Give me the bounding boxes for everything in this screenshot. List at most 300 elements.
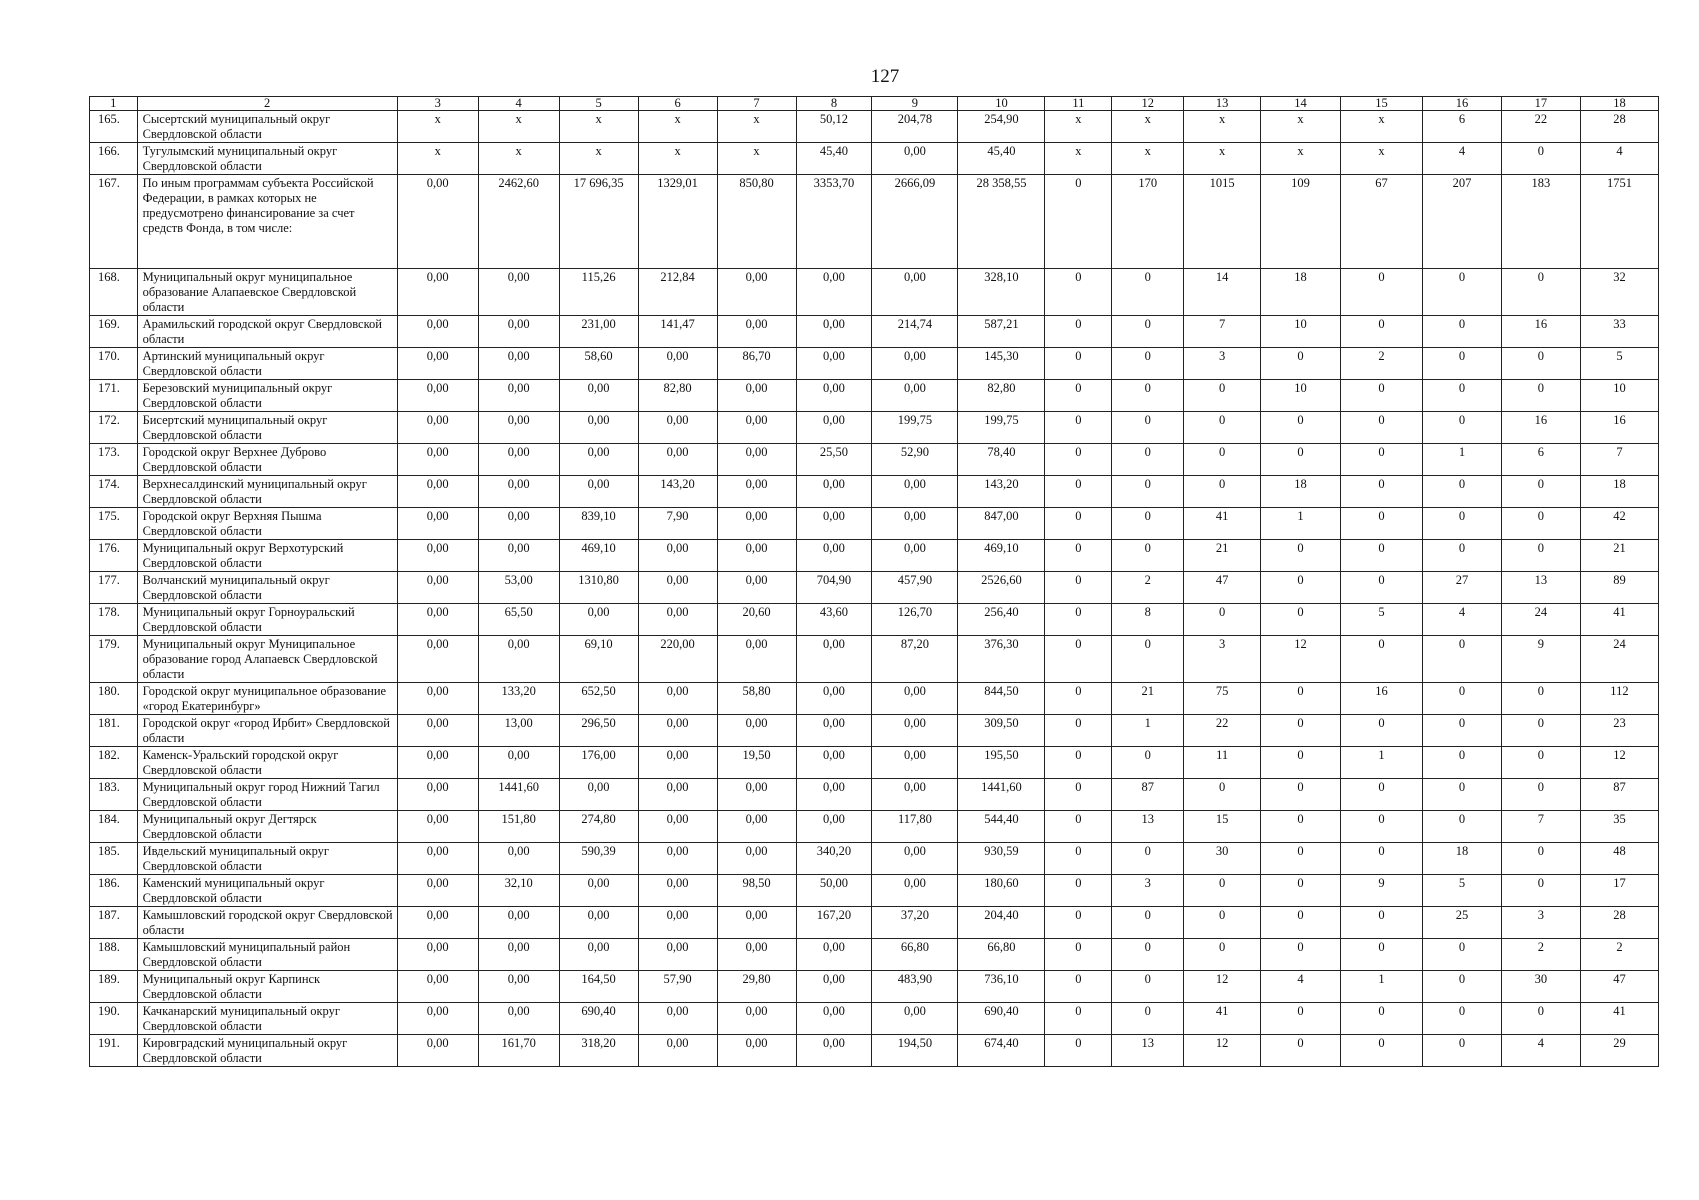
table-cell: 0,00 <box>717 939 796 971</box>
table-cell: 0 <box>1261 1035 1341 1067</box>
table-cell: 0 <box>1112 316 1184 348</box>
table-cell: 0 <box>1423 1003 1502 1035</box>
table-cell: 167,20 <box>796 907 872 939</box>
table-row <box>90 843 1659 875</box>
table-cell: 0,00 <box>638 907 717 939</box>
row-number: 168. <box>90 269 138 316</box>
table-cell: 0 <box>1341 540 1423 572</box>
table-cell: х <box>1184 111 1261 143</box>
table-cell: 0,00 <box>717 316 796 348</box>
table-cell: 0,00 <box>559 380 638 412</box>
table-cell: 7 <box>1501 811 1580 843</box>
table-cell: 2 <box>1501 939 1580 971</box>
table-cell: х <box>559 143 638 175</box>
table-cell: 1751 <box>1580 175 1658 269</box>
table-cell: 75 <box>1184 683 1261 715</box>
table-cell: 0 <box>1261 572 1341 604</box>
table-cell: 0 <box>1045 1003 1112 1035</box>
table-cell: 117,80 <box>872 811 958 843</box>
table-cell: 69,10 <box>559 636 638 683</box>
table-cell: 0 <box>1341 508 1423 540</box>
table-cell: 33 <box>1580 316 1658 348</box>
table-row <box>90 508 1659 540</box>
column-number: 15 <box>1341 97 1423 111</box>
table-cell: 0 <box>1045 747 1112 779</box>
table-cell: 0,00 <box>397 540 478 572</box>
table-cell: 0 <box>1045 811 1112 843</box>
table-cell: 0,00 <box>478 939 559 971</box>
table-cell: 7 <box>1580 444 1658 476</box>
table-cell: х <box>638 143 717 175</box>
table-cell: 0 <box>1341 843 1423 875</box>
table-cell: 328,10 <box>958 269 1045 316</box>
table-cell: 0 <box>1341 939 1423 971</box>
table-cell: 0 <box>1045 971 1112 1003</box>
row-name: Городской округ «город Ирбит» Свердловской области <box>137 715 397 747</box>
table-cell: 0,00 <box>478 636 559 683</box>
table-cell: 42 <box>1580 508 1658 540</box>
table-row <box>90 380 1659 412</box>
table-cell: 0,00 <box>638 1003 717 1035</box>
table-cell: 0 <box>1045 316 1112 348</box>
row-number: 175. <box>90 508 138 540</box>
table-cell: 29,80 <box>717 971 796 1003</box>
row-name: Березовский муниципальный округ Свердловской области <box>137 380 397 412</box>
row-number: 166. <box>90 143 138 175</box>
table-cell: 0 <box>1045 715 1112 747</box>
table-cell: 58,80 <box>717 683 796 715</box>
table-cell: 0 <box>1341 572 1423 604</box>
table-cell: 590,39 <box>559 843 638 875</box>
row-name: Муниципальный округ Карпинск Свердловской области <box>137 971 397 1003</box>
row-number: 180. <box>90 683 138 715</box>
row-name: Камышловский городской округ Свердловской области <box>137 907 397 939</box>
table-cell: 0,00 <box>872 875 958 907</box>
table-cell: 0,00 <box>796 269 872 316</box>
table-cell: 0 <box>1261 444 1341 476</box>
table-cell: 11 <box>1184 747 1261 779</box>
table-cell: 0,00 <box>397 636 478 683</box>
table-cell: х <box>717 143 796 175</box>
row-number: 184. <box>90 811 138 843</box>
table-cell: 0,00 <box>796 779 872 811</box>
table-cell: 0,00 <box>397 175 478 269</box>
row-name: Арамильский городской округ Свердловской области <box>137 316 397 348</box>
table-cell: 0 <box>1045 875 1112 907</box>
table-cell: 19,50 <box>717 747 796 779</box>
row-name: Каменск-Уральский городской округ Свердловской области <box>137 747 397 779</box>
table-cell: 18 <box>1423 843 1502 875</box>
table-cell: 0,00 <box>397 380 478 412</box>
column-number: 5 <box>559 97 638 111</box>
table-cell: 18 <box>1261 476 1341 508</box>
table-cell: 0,00 <box>872 779 958 811</box>
table-cell: 1 <box>1341 971 1423 1003</box>
table-cell: 214,74 <box>872 316 958 348</box>
table-cell: 2 <box>1341 348 1423 380</box>
row-number: 176. <box>90 540 138 572</box>
table-cell: х <box>397 111 478 143</box>
table-cell: 16 <box>1580 412 1658 444</box>
row-name: Муниципальный округ муниципальное образование Алапаевское Свердловской области <box>137 269 397 316</box>
row-name: Муниципальный округ Дегтярск Свердловской области <box>137 811 397 843</box>
table-cell: 23 <box>1580 715 1658 747</box>
table-cell: 86,70 <box>717 348 796 380</box>
row-number: 181. <box>90 715 138 747</box>
table-cell: 0,00 <box>638 572 717 604</box>
table-cell: 35 <box>1580 811 1658 843</box>
table-cell: 0,00 <box>559 875 638 907</box>
table-cell: 204,78 <box>872 111 958 143</box>
table-cell: 847,00 <box>958 508 1045 540</box>
table-cell: 164,50 <box>559 971 638 1003</box>
table-cell: 0,00 <box>478 540 559 572</box>
row-number: 190. <box>90 1003 138 1035</box>
row-name: Городской округ Верхнее Дуброво Свердловской области <box>137 444 397 476</box>
table-cell: 1 <box>1341 747 1423 779</box>
table-cell: 704,90 <box>796 572 872 604</box>
table-cell: 0,00 <box>796 380 872 412</box>
table-cell: 0 <box>1501 348 1580 380</box>
column-number: 14 <box>1261 97 1341 111</box>
row-number: 191. <box>90 1035 138 1067</box>
table-cell: 0 <box>1184 939 1261 971</box>
table-cell: 65,50 <box>478 604 559 636</box>
table-cell: 0 <box>1184 444 1261 476</box>
table-cell: 0,00 <box>397 572 478 604</box>
table-cell: 0 <box>1112 412 1184 444</box>
table-cell: 690,40 <box>958 1003 1045 1035</box>
table-cell: 143,20 <box>638 476 717 508</box>
table-cell: 0,00 <box>717 412 796 444</box>
column-number: 3 <box>397 97 478 111</box>
table-cell: 25 <box>1423 907 1502 939</box>
table-cell: 0 <box>1341 636 1423 683</box>
table-cell: 0,00 <box>872 683 958 715</box>
table-row <box>90 683 1659 715</box>
column-number: 13 <box>1184 97 1261 111</box>
table-cell: 0 <box>1112 971 1184 1003</box>
table-cell: 0 <box>1112 907 1184 939</box>
table-row <box>90 316 1659 348</box>
table-row <box>90 269 1659 316</box>
table-cell: 0 <box>1423 939 1502 971</box>
table-row <box>90 348 1659 380</box>
table-cell: 0,00 <box>872 380 958 412</box>
table-cell: 0 <box>1423 316 1502 348</box>
table-cell: 0 <box>1423 508 1502 540</box>
table-cell: 0 <box>1112 508 1184 540</box>
table-cell: 30 <box>1184 843 1261 875</box>
table-cell: 3 <box>1501 907 1580 939</box>
table-cell: 5 <box>1341 604 1423 636</box>
table-cell: 98,50 <box>717 875 796 907</box>
table-cell: 0,00 <box>397 508 478 540</box>
table-cell: 195,50 <box>958 747 1045 779</box>
table-cell: 1015 <box>1184 175 1261 269</box>
table-cell: 0 <box>1501 540 1580 572</box>
table-cell: 0,00 <box>638 843 717 875</box>
table-cell: 340,20 <box>796 843 872 875</box>
table-cell: 12 <box>1184 971 1261 1003</box>
table-cell: 4 <box>1501 1035 1580 1067</box>
table-cell: 4 <box>1423 604 1502 636</box>
table-cell: 0 <box>1423 476 1502 508</box>
table-cell: 0,00 <box>638 444 717 476</box>
table-cell: 0,00 <box>717 1035 796 1067</box>
table-row <box>90 540 1659 572</box>
table-cell: 844,50 <box>958 683 1045 715</box>
table-cell: 0 <box>1423 779 1502 811</box>
table-cell: 0,00 <box>796 683 872 715</box>
row-name: Бисертский муниципальный округ Свердловской области <box>137 412 397 444</box>
table-cell: 0 <box>1341 1035 1423 1067</box>
table-cell: 1310,80 <box>559 572 638 604</box>
table-cell: 58,60 <box>559 348 638 380</box>
row-name: Каменский муниципальный округ Свердловской области <box>137 875 397 907</box>
table-cell: 0 <box>1501 875 1580 907</box>
column-number: 10 <box>958 97 1045 111</box>
table-cell: 309,50 <box>958 715 1045 747</box>
table-cell: х <box>478 111 559 143</box>
table-cell: 109 <box>1261 175 1341 269</box>
table-cell: 0 <box>1261 1003 1341 1035</box>
table-cell: 37,20 <box>872 907 958 939</box>
table-cell: 0 <box>1423 269 1502 316</box>
table-row <box>90 779 1659 811</box>
row-name: Городской округ муниципальное образование «город Екатеринбург» <box>137 683 397 715</box>
table-cell: 0,00 <box>397 604 478 636</box>
table-cell: 0 <box>1112 348 1184 380</box>
table-cell: 0 <box>1341 811 1423 843</box>
table-cell: 22 <box>1501 111 1580 143</box>
table-cell: 850,80 <box>717 175 796 269</box>
table-cell: 24 <box>1580 636 1658 683</box>
table-cell: 0,00 <box>397 316 478 348</box>
table-cell: 0 <box>1501 508 1580 540</box>
table-cell: 0 <box>1184 476 1261 508</box>
table-cell: 0 <box>1341 779 1423 811</box>
table-cell: 0,00 <box>872 843 958 875</box>
table-cell: 145,30 <box>958 348 1045 380</box>
table-cell: 0,00 <box>796 348 872 380</box>
table-cell: 87 <box>1580 779 1658 811</box>
table-cell: 0,00 <box>796 412 872 444</box>
row-number: 165. <box>90 111 138 143</box>
table-cell: 0,00 <box>638 604 717 636</box>
table-cell: 0,00 <box>638 875 717 907</box>
row-number: 177. <box>90 572 138 604</box>
row-name: Сысертский муниципальный округ Свердловской области <box>137 111 397 143</box>
table-cell: 13,00 <box>478 715 559 747</box>
table-cell: 66,80 <box>958 939 1045 971</box>
table-cell: 0 <box>1184 380 1261 412</box>
table-row <box>90 939 1659 971</box>
table-cell: 2526,60 <box>958 572 1045 604</box>
table-cell: 0 <box>1045 269 1112 316</box>
table-cell: х <box>478 143 559 175</box>
table-cell: 17 <box>1580 875 1658 907</box>
table-cell: 0 <box>1501 269 1580 316</box>
table-cell: 17 696,35 <box>559 175 638 269</box>
table-row <box>90 572 1659 604</box>
table-cell: 0,00 <box>872 715 958 747</box>
table-cell: 0,00 <box>559 939 638 971</box>
row-number: 187. <box>90 907 138 939</box>
table-cell: 16 <box>1341 683 1423 715</box>
table-cell: 10 <box>1261 316 1341 348</box>
table-cell: 483,90 <box>872 971 958 1003</box>
table-cell: 0 <box>1184 875 1261 907</box>
table-cell: 30 <box>1501 971 1580 1003</box>
table-cell: 47 <box>1184 572 1261 604</box>
table-cell: 2666,09 <box>872 175 958 269</box>
table-cell: 1329,01 <box>638 175 717 269</box>
table-cell: 20,60 <box>717 604 796 636</box>
table-cell: 5 <box>1580 348 1658 380</box>
table-cell: 3 <box>1112 875 1184 907</box>
table-cell: 0 <box>1184 907 1261 939</box>
table-cell: 0 <box>1341 412 1423 444</box>
table-cell: 0 <box>1261 811 1341 843</box>
table-cell: 0,00 <box>478 476 559 508</box>
row-number: 186. <box>90 875 138 907</box>
table-cell: 0,00 <box>872 747 958 779</box>
table-cell: 254,90 <box>958 111 1045 143</box>
table-cell: 41 <box>1184 1003 1261 1035</box>
column-number: 16 <box>1423 97 1502 111</box>
table-cell: 12 <box>1184 1035 1261 1067</box>
table-cell: 0,00 <box>397 907 478 939</box>
table-cell: 6 <box>1423 111 1502 143</box>
table-cell: 256,40 <box>958 604 1045 636</box>
table-cell: 28 358,55 <box>958 175 1045 269</box>
table-cell: 21 <box>1184 540 1261 572</box>
table-cell: 0,00 <box>559 412 638 444</box>
table-cell: 0,00 <box>397 747 478 779</box>
table-cell: 0 <box>1261 747 1341 779</box>
table-cell: 8 <box>1112 604 1184 636</box>
table-cell: 32 <box>1580 269 1658 316</box>
table-cell: 2462,60 <box>478 175 559 269</box>
table-cell: 7,90 <box>638 508 717 540</box>
table-cell: 0,00 <box>397 1035 478 1067</box>
table-cell: 0,00 <box>397 811 478 843</box>
table-cell: 41 <box>1184 508 1261 540</box>
table-cell: 0,00 <box>717 715 796 747</box>
table-cell: 0 <box>1045 779 1112 811</box>
table-cell: 3353,70 <box>796 175 872 269</box>
table-cell: 0,00 <box>478 747 559 779</box>
table-cell: х <box>559 111 638 143</box>
table-cell: 0 <box>1045 604 1112 636</box>
table-cell: 0,00 <box>638 779 717 811</box>
table-cell: 82,80 <box>958 380 1045 412</box>
table-row <box>90 412 1659 444</box>
row-name: Муниципальный округ Горноуральский Свердловской области <box>137 604 397 636</box>
table-cell: 469,10 <box>559 540 638 572</box>
table-cell: 0,00 <box>796 811 872 843</box>
table-cell: 41 <box>1580 1003 1658 1035</box>
table-cell: 0,00 <box>638 939 717 971</box>
table-cell: 78,40 <box>958 444 1045 476</box>
table-cell: 0 <box>1261 939 1341 971</box>
table-cell: 0,00 <box>397 444 478 476</box>
table-cell: 0,00 <box>478 316 559 348</box>
table-cell: 0,00 <box>872 540 958 572</box>
row-number: 183. <box>90 779 138 811</box>
table-cell: 0 <box>1112 540 1184 572</box>
table-cell: 24 <box>1501 604 1580 636</box>
table-cell: 0,00 <box>397 476 478 508</box>
table-cell: 10 <box>1261 380 1341 412</box>
table-cell: 0,00 <box>638 811 717 843</box>
table-cell: 0 <box>1501 747 1580 779</box>
table-cell: 27 <box>1423 572 1502 604</box>
table-cell: 0,00 <box>638 540 717 572</box>
table-cell: 0 <box>1045 636 1112 683</box>
table-cell: 3 <box>1184 636 1261 683</box>
table-cell: 0,00 <box>872 143 958 175</box>
table-cell: х <box>1045 111 1112 143</box>
row-name: Верхнесалдинский муниципальный округ Свердловской области <box>137 476 397 508</box>
table-cell: 126,70 <box>872 604 958 636</box>
column-number: 4 <box>478 97 559 111</box>
table-cell: 0 <box>1341 444 1423 476</box>
table-cell: 0,00 <box>397 348 478 380</box>
row-name: По иным программам субъекта Российской Федерации, в рамках которых не предусмотрено финансирование за счет средств Фонда, в том числе: <box>137 175 397 269</box>
table-cell: 0,00 <box>796 715 872 747</box>
table-cell: 0,00 <box>796 747 872 779</box>
table-row <box>90 715 1659 747</box>
table-cell: 87 <box>1112 779 1184 811</box>
table-cell: 0 <box>1341 316 1423 348</box>
table-cell: 0,00 <box>559 779 638 811</box>
table-cell: х <box>1112 143 1184 175</box>
column-number: 2 <box>137 97 397 111</box>
row-number: 170. <box>90 348 138 380</box>
table-cell: 0 <box>1261 875 1341 907</box>
table-cell: 4 <box>1261 971 1341 1003</box>
table-cell: 0 <box>1423 540 1502 572</box>
table-cell: 0 <box>1112 444 1184 476</box>
table-cell: 0 <box>1045 348 1112 380</box>
table-cell: 176,00 <box>559 747 638 779</box>
table-cell: 21 <box>1580 540 1658 572</box>
table-cell: 6 <box>1501 444 1580 476</box>
table-cell: 13 <box>1501 572 1580 604</box>
table-cell: 231,00 <box>559 316 638 348</box>
table-cell: 0 <box>1501 380 1580 412</box>
table-cell: х <box>1184 143 1261 175</box>
table-cell: 0 <box>1501 843 1580 875</box>
table-cell: 0,00 <box>397 875 478 907</box>
table-cell: 7 <box>1184 316 1261 348</box>
table-cell: 0,00 <box>717 811 796 843</box>
table-cell: 194,50 <box>872 1035 958 1067</box>
table-cell: 43,60 <box>796 604 872 636</box>
row-number: 167. <box>90 175 138 269</box>
table-cell: 0 <box>1045 907 1112 939</box>
table-cell: 12 <box>1580 747 1658 779</box>
table-cell: 0 <box>1423 747 1502 779</box>
table-cell: 0 <box>1184 604 1261 636</box>
table-cell: 674,40 <box>958 1035 1045 1067</box>
table-cell: 0 <box>1261 715 1341 747</box>
table-cell: 736,10 <box>958 971 1045 1003</box>
table-cell: 207 <box>1423 175 1502 269</box>
table-cell: х <box>1112 111 1184 143</box>
